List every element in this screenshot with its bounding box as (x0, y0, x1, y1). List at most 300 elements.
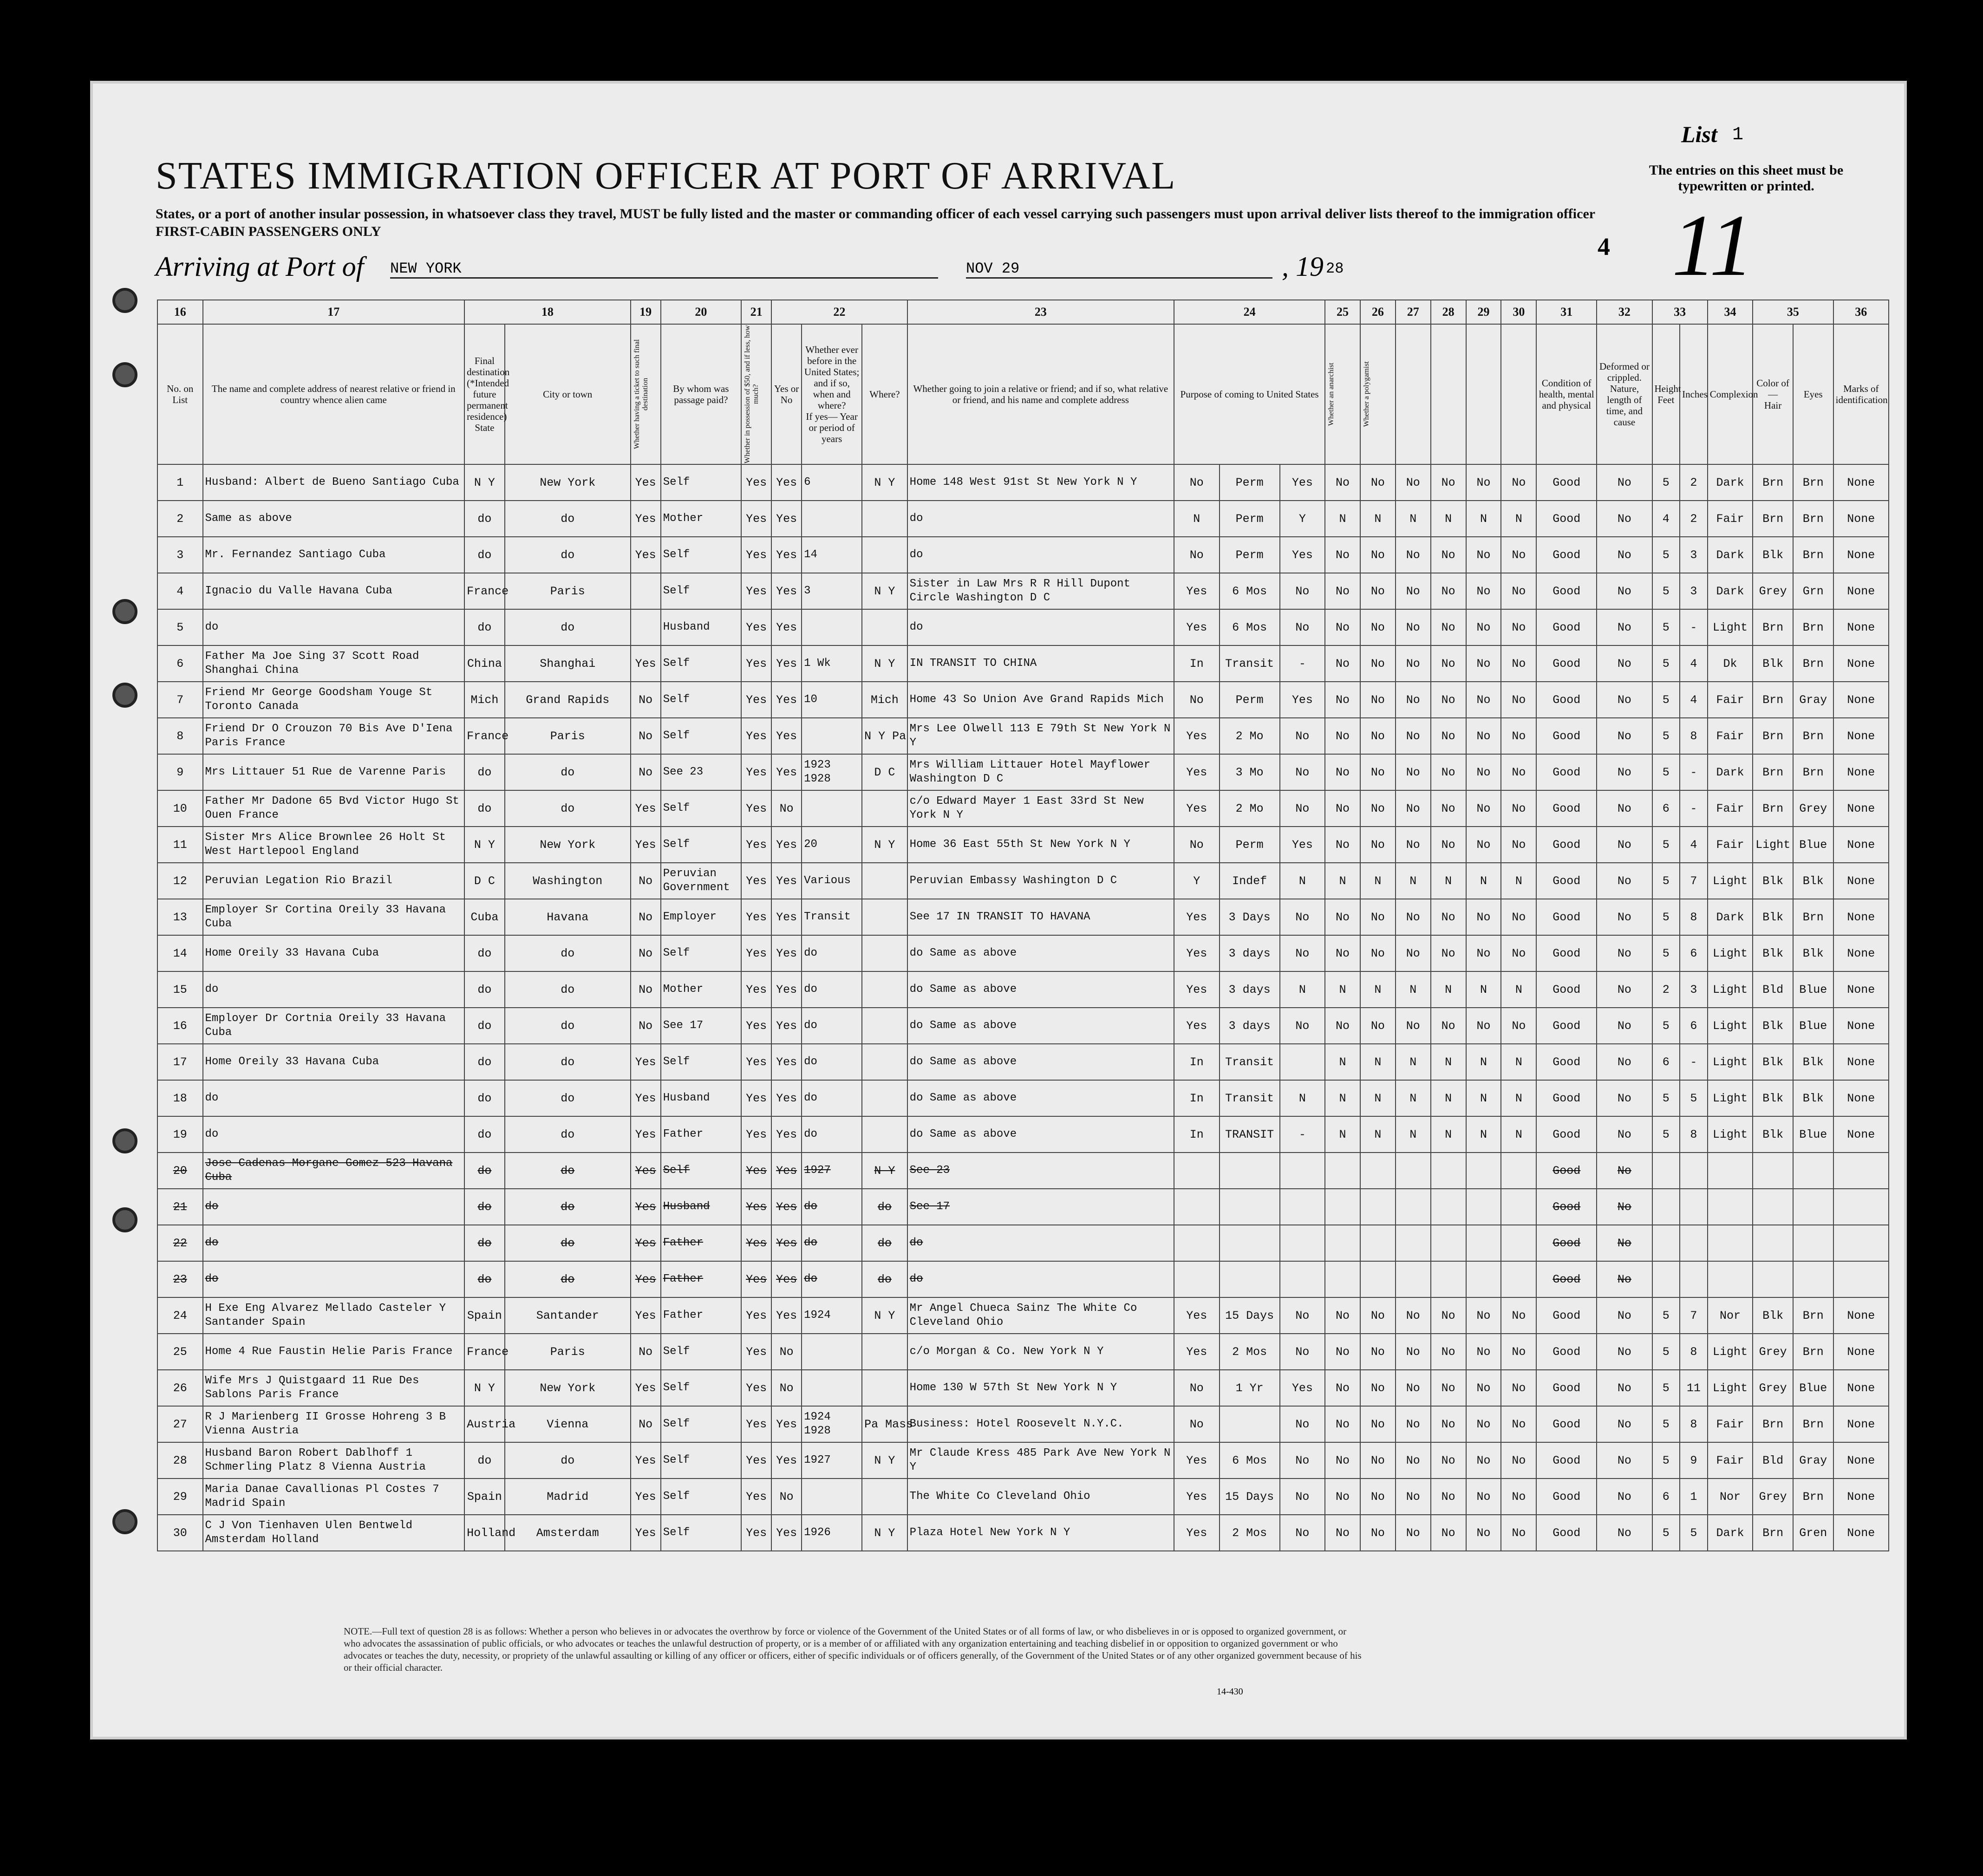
cell-q5: No (1466, 537, 1501, 573)
cell-q3: N (1396, 863, 1431, 899)
cell-health: Good (1536, 1008, 1597, 1044)
cell-where (862, 1370, 907, 1406)
cell-fifty: Yes (741, 464, 771, 501)
cell-marks: None (1833, 790, 1889, 827)
cell-q1: No (1325, 1008, 1360, 1044)
cell-state: China (464, 645, 505, 682)
cell-state: France (464, 1334, 505, 1370)
cell-join: c/o Edward Mayer 1 East 33rd St New York N Y (907, 790, 1174, 827)
table-row (157, 682, 1889, 718)
cell-q2 (1360, 1225, 1396, 1261)
cell-deformed: No (1597, 1080, 1652, 1116)
cell-p2: 15 Days (1220, 1479, 1280, 1515)
cell-city: Madrid (505, 1479, 631, 1515)
cell-health: Good (1536, 1044, 1597, 1080)
cell-ft: 5 (1652, 827, 1680, 863)
cell-p3 (1280, 1153, 1325, 1189)
cell-p1: No (1174, 537, 1220, 573)
cell-before: Yes (771, 1116, 802, 1153)
cell-ft: 5 (1652, 1116, 1680, 1153)
cell-health: Good (1536, 899, 1597, 935)
column-number: 25 (1325, 300, 1360, 324)
cell-complexion: Light (1708, 935, 1753, 971)
cell-p1 (1174, 1261, 1220, 1297)
cell-q4: N (1431, 501, 1466, 537)
cell-q2: No (1360, 537, 1396, 573)
cell-where: do (862, 1225, 907, 1261)
cell-complexion: Dark (1708, 899, 1753, 935)
cell-q1: No (1325, 1297, 1360, 1334)
cell-marks: None (1833, 1406, 1889, 1442)
cell-ticket: Yes (631, 537, 661, 573)
column-number: 36 (1833, 300, 1889, 324)
cell-q1: No (1325, 935, 1360, 971)
cell-p1: No (1174, 827, 1220, 863)
binder-hole-icon (112, 599, 137, 624)
cell-state: do (464, 1116, 505, 1153)
cell-ticket: No (631, 899, 661, 935)
cell-before: Yes (771, 609, 802, 645)
cell-health: Good (1536, 645, 1597, 682)
cell-ft: 6 (1652, 1044, 1680, 1080)
cell-where: N Y (862, 573, 907, 609)
cell-health: Good (1536, 827, 1597, 863)
cell-q6: No (1501, 790, 1536, 827)
cell-p2: Transit (1220, 1044, 1280, 1080)
cell-p1: Yes (1174, 609, 1220, 645)
cell-eyes: Brn (1793, 1334, 1833, 1370)
cell-join: c/o Morgan & Co. New York N Y (907, 1334, 1174, 1370)
table-row (157, 1479, 1889, 1515)
cell-city: Vienna (505, 1406, 631, 1442)
cell-state: do (464, 754, 505, 790)
subtitle-class: FIRST-CABIN PASSENGERS ONLY (156, 224, 381, 239)
cell-ft: 4 (1652, 501, 1680, 537)
cell-eyes: Grey (1793, 790, 1833, 827)
cell-q4: No (1431, 609, 1466, 645)
cell-hair (1753, 1189, 1793, 1225)
cell-deformed: No (1597, 1370, 1652, 1406)
cell-q4: No (1431, 790, 1466, 827)
cell-before: Yes (771, 1008, 802, 1044)
cell-hair (1753, 1153, 1793, 1189)
cell-relative: Sister Mrs Alice Brownlee 26 Holt St West Hartlepool England (203, 827, 465, 863)
cell-paid: Self (661, 718, 741, 754)
cell-hair: Blk (1753, 645, 1793, 682)
cell-ft: 5 (1652, 1008, 1680, 1044)
cell-p3 (1280, 1225, 1325, 1261)
cell-join: Home 36 East 55th St New York N Y (907, 827, 1174, 863)
cell-before: Yes (771, 537, 802, 573)
cell-relative: Friend Dr O Crouzon 70 Bis Ave D'Iena Paris France (203, 718, 465, 754)
cell-q6: No (1501, 1515, 1536, 1551)
column-number: 17 (203, 300, 465, 324)
header-hair (1753, 324, 1793, 464)
cell-ft: 5 (1652, 1080, 1680, 1116)
list-label: List (1681, 121, 1717, 147)
header-complexion: Complexion (1708, 324, 1753, 464)
cell-ticket: No (631, 718, 661, 754)
cell-q5: N (1466, 971, 1501, 1008)
cell-eyes: Brn (1793, 645, 1833, 682)
cell-year: do (802, 1080, 862, 1116)
cell-q3: No (1396, 1479, 1431, 1515)
cell-relative: do (203, 609, 465, 645)
cell-hair: Brn (1753, 609, 1793, 645)
cell-p2: 2 Mos (1220, 1334, 1280, 1370)
cell-q6: No (1501, 754, 1536, 790)
year-suffix: 28 (1326, 260, 1344, 277)
cell-p3: No (1280, 609, 1325, 645)
cell-deformed: No (1597, 1406, 1652, 1442)
cell-paid: Husband (661, 609, 741, 645)
cell-q3: No (1396, 827, 1431, 863)
cell-ft: 5 (1652, 645, 1680, 682)
cell-deformed: No (1597, 1008, 1652, 1044)
cell-marks (1833, 1189, 1889, 1225)
table-row (157, 790, 1889, 827)
cell-p3: No (1280, 790, 1325, 827)
cell-city: Paris (505, 573, 631, 609)
cell-fifty: Yes (741, 863, 771, 899)
cell-relative: H Exe Eng Alvarez Mellado Casteler Y Santander Spain (203, 1297, 465, 1334)
cell-q6: No (1501, 1297, 1536, 1334)
cell-eyes: Brn (1793, 754, 1833, 790)
cell-no: 26 (157, 1370, 203, 1406)
cell-hair (1753, 1261, 1793, 1297)
cell-no: 15 (157, 971, 203, 1008)
cell-fifty: Yes (741, 1370, 771, 1406)
cell-fifty: Yes (741, 1116, 771, 1153)
table-row (157, 899, 1889, 935)
cell-year: do (802, 1008, 862, 1044)
cell-q1: No (1325, 1479, 1360, 1515)
cell-before: Yes (771, 718, 802, 754)
cell-ticket: No (631, 863, 661, 899)
cell-health: Good (1536, 790, 1597, 827)
cell-where: D C (862, 754, 907, 790)
cell-q4 (1431, 1261, 1466, 1297)
cell-join: Business: Hotel Roosevelt N.Y.C. (907, 1406, 1174, 1442)
cell-ft: 5 (1652, 863, 1680, 899)
cell-p1: Yes (1174, 1334, 1220, 1370)
cell-fifty: Yes (741, 1008, 771, 1044)
cell-complexion (1708, 1153, 1753, 1189)
cell-join: See 17 (907, 1189, 1174, 1225)
cell-relative: Employer Dr Cortnia Oreily 33 Havana Cuba (203, 1008, 465, 1044)
header-marks: Marks of identification (1833, 324, 1889, 464)
cell-join: See 23 (907, 1153, 1174, 1189)
cell-in: 8 (1680, 1116, 1708, 1153)
cell-ft: 5 (1652, 464, 1680, 501)
table-row (157, 1080, 1889, 1116)
cell-ft: 5 (1652, 754, 1680, 790)
cell-relative: C J Von Tienhaven Ulen Bentweld Amsterdam Holland (203, 1515, 465, 1551)
cell-city: do (505, 1153, 631, 1189)
header-anarchist (1325, 324, 1360, 464)
cell-q2: No (1360, 1515, 1396, 1551)
cell-fifty: Yes (741, 718, 771, 754)
cell-p3: Y (1280, 501, 1325, 537)
header-q27 (1396, 324, 1431, 464)
cell-p1: Yes (1174, 790, 1220, 827)
cell-year: 1923 1928 (802, 754, 862, 790)
cell-q2: No (1360, 1442, 1396, 1479)
column-number: 21 (741, 300, 771, 324)
cell-q2: No (1360, 573, 1396, 609)
cell-deformed: No (1597, 1334, 1652, 1370)
cell-state: Spain (464, 1479, 505, 1515)
cell-q3: No (1396, 1334, 1431, 1370)
cell-p3: N (1280, 1080, 1325, 1116)
cell-q1: No (1325, 682, 1360, 718)
cell-where (862, 899, 907, 935)
cell-join: Mr Claude Kress 485 Park Ave New York N Y (907, 1442, 1174, 1479)
cell-p2 (1220, 1153, 1280, 1189)
table-row (157, 501, 1889, 537)
cell-p3: - (1280, 1116, 1325, 1153)
cell-p3: Yes (1280, 827, 1325, 863)
cell-year (802, 1479, 862, 1515)
cell-q3: No (1396, 645, 1431, 682)
cell-deformed: No (1597, 1479, 1652, 1515)
cell-eyes: Grn (1793, 573, 1833, 609)
cell-q3: No (1396, 1370, 1431, 1406)
cell-where (862, 971, 907, 1008)
cell-join: Mrs William Littauer Hotel Mayflower Washington D C (907, 754, 1174, 790)
binder-hole-icon (112, 1128, 137, 1153)
cell-in: 6 (1680, 935, 1708, 971)
cell-city: New York (505, 464, 631, 501)
cell-q4 (1431, 1189, 1466, 1225)
cell-eyes: Brn (1793, 537, 1833, 573)
cell-health: Good (1536, 573, 1597, 609)
cell-health: Good (1536, 1297, 1597, 1334)
table-row (157, 718, 1889, 754)
cell-q4: No (1431, 827, 1466, 863)
cell-no: 24 (157, 1297, 203, 1334)
cell-no: 18 (157, 1080, 203, 1116)
cell-q2: No (1360, 827, 1396, 863)
cell-complexion: Light (1708, 1334, 1753, 1370)
cell-state: do (464, 1008, 505, 1044)
cell-q6: No (1501, 718, 1536, 754)
cell-q2: No (1360, 1297, 1396, 1334)
cell-ft: 5 (1652, 718, 1680, 754)
cell-q6: No (1501, 1406, 1536, 1442)
cell-q3: No (1396, 754, 1431, 790)
cell-ticket: Yes (631, 827, 661, 863)
cell-q5 (1466, 1261, 1501, 1297)
cell-no: 17 (157, 1044, 203, 1080)
cell-ticket: Yes (631, 1515, 661, 1551)
cell-fifty: Yes (741, 501, 771, 537)
cell-fifty: Yes (741, 1515, 771, 1551)
cell-p1: Yes (1174, 935, 1220, 971)
cell-join: do Same as above (907, 971, 1174, 1008)
cell-city: New York (505, 827, 631, 863)
cell-relative: Ignacio du Valle Havana Cuba (203, 573, 465, 609)
cell-join: do (907, 537, 1174, 573)
cell-q4: No (1431, 645, 1466, 682)
table-row (157, 1225, 1889, 1261)
cell-q1: No (1325, 645, 1360, 682)
cell-q6: N (1501, 1044, 1536, 1080)
cell-p1: Yes (1174, 1479, 1220, 1515)
cell-eyes: Gren (1793, 1515, 1833, 1551)
cell-ticket: No (631, 682, 661, 718)
header-paid-by: By whom was passage paid? (661, 324, 741, 464)
cell-p3 (1280, 1044, 1325, 1080)
cell-before: Yes (771, 899, 802, 935)
cell-city: New York (505, 1370, 631, 1406)
cell-hair: Blk (1753, 1008, 1793, 1044)
cell-complexion: Light (1708, 1370, 1753, 1406)
cell-paid: Self (661, 1479, 741, 1515)
header-polygamist-text: Whether a polygamist (1362, 361, 1370, 427)
cell-q3: No (1396, 1442, 1431, 1479)
cell-ft: 5 (1652, 1334, 1680, 1370)
cell-before: Yes (771, 1261, 802, 1297)
cell-eyes: Blk (1793, 1080, 1833, 1116)
cell-eyes (1793, 1189, 1833, 1225)
cell-complexion: Light (1708, 863, 1753, 899)
cell-marks: None (1833, 899, 1889, 935)
cell-q1: N (1325, 863, 1360, 899)
table-row (157, 1442, 1889, 1479)
cell-in (1680, 1153, 1708, 1189)
cell-p2: Perm (1220, 682, 1280, 718)
cell-p2: 6 Mos (1220, 609, 1280, 645)
cell-p3: Yes (1280, 1370, 1325, 1406)
handwritten-mark: 11 (1672, 197, 1754, 294)
cell-p2: TRANSIT (1220, 1116, 1280, 1153)
cell-q5: No (1466, 754, 1501, 790)
cell-year: 20 (802, 827, 862, 863)
cell-q5: No (1466, 1008, 1501, 1044)
cell-q5: No (1466, 1334, 1501, 1370)
cell-marks: None (1833, 863, 1889, 899)
cell-city: Washington (505, 863, 631, 899)
cell-q4: No (1431, 1479, 1466, 1515)
table-row (157, 573, 1889, 609)
cell-join: Mrs Lee Olwell 113 E 79th St New York N Y (907, 718, 1174, 754)
cell-city: Santander (505, 1297, 631, 1334)
cell-no: 7 (157, 682, 203, 718)
cell-q4: N (1431, 971, 1466, 1008)
port-field: NEW YORK (390, 260, 938, 279)
cell-health: Good (1536, 1189, 1597, 1225)
cell-marks: None (1833, 464, 1889, 501)
cell-hair: Blk (1753, 1080, 1793, 1116)
cell-p1: Yes (1174, 718, 1220, 754)
cell-city: do (505, 1189, 631, 1225)
cell-relative: do (203, 1189, 465, 1225)
cell-fifty: Yes (741, 827, 771, 863)
cell-p2: 3 days (1220, 971, 1280, 1008)
cell-in: 8 (1680, 1334, 1708, 1370)
cell-q2: N (1360, 1116, 1396, 1153)
cell-p3: No (1280, 899, 1325, 935)
cell-q6: N (1501, 1080, 1536, 1116)
cell-state: Mich (464, 682, 505, 718)
cell-eyes: Blue (1793, 827, 1833, 863)
cell-relative: Home 4 Rue Faustin Helie Paris France (203, 1334, 465, 1370)
cell-q3: No (1396, 1297, 1431, 1334)
cell-health: Good (1536, 464, 1597, 501)
cell-q2: No (1360, 645, 1396, 682)
cell-q4: No (1431, 1406, 1466, 1442)
cell-q6: No (1501, 537, 1536, 573)
cell-q2: No (1360, 754, 1396, 790)
column-number: 30 (1501, 300, 1536, 324)
cell-state: France (464, 573, 505, 609)
cell-where (862, 1080, 907, 1116)
column-number: 20 (661, 300, 741, 324)
cell-marks: None (1833, 971, 1889, 1008)
cell-ticket: Yes (631, 1189, 661, 1225)
cell-q6: No (1501, 1008, 1536, 1044)
cell-deformed: No (1597, 1116, 1652, 1153)
cell-health: Good (1536, 1334, 1597, 1370)
cell-q5: N (1466, 1116, 1501, 1153)
cell-q2: N (1360, 863, 1396, 899)
header-color: Color of— (1756, 378, 1789, 400)
cell-p3: No (1280, 1008, 1325, 1044)
cell-join: do Same as above (907, 1116, 1174, 1153)
column-number: 24 (1174, 300, 1325, 324)
column-number-row (157, 300, 1889, 324)
cell-q3: N (1396, 1044, 1431, 1080)
cell-p3: No (1280, 1334, 1325, 1370)
cell-fifty: Yes (741, 1044, 771, 1080)
cell-q5: No (1466, 935, 1501, 971)
cell-q3: No (1396, 464, 1431, 501)
cell-relative: Employer Sr Cortina Oreily 33 Havana Cuba (203, 899, 465, 935)
cell-fifty: Yes (741, 790, 771, 827)
cell-before: Yes (771, 827, 802, 863)
cell-p2 (1220, 1189, 1280, 1225)
cell-q5: No (1466, 1479, 1501, 1515)
column-number: 16 (157, 300, 203, 324)
cell-where (862, 501, 907, 537)
cell-before: Yes (771, 1297, 802, 1334)
cell-no: 11 (157, 827, 203, 863)
cell-ft: 5 (1652, 682, 1680, 718)
cell-before: Yes (771, 754, 802, 790)
cell-p3: No (1280, 718, 1325, 754)
cell-ft (1652, 1189, 1680, 1225)
cell-marks: None (1833, 1008, 1889, 1044)
cell-hair: Brn (1753, 718, 1793, 754)
cell-deformed: No (1597, 827, 1652, 863)
cell-fifty: Yes (741, 1080, 771, 1116)
cell-deformed: No (1597, 1044, 1652, 1080)
cell-eyes: Brn (1793, 501, 1833, 537)
cell-relative: do (203, 1225, 465, 1261)
cell-ft: 5 (1652, 1442, 1680, 1479)
cell-eyes (1793, 1225, 1833, 1261)
cell-health: Good (1536, 1080, 1597, 1116)
cell-q5: No (1466, 645, 1501, 682)
cell-ft: 6 (1652, 1479, 1680, 1515)
cell-q3: No (1396, 573, 1431, 609)
cell-ft (1652, 1261, 1680, 1297)
cell-ft: 5 (1652, 1515, 1680, 1551)
cell-complexion: Light (1708, 609, 1753, 645)
cell-q5: N (1466, 1080, 1501, 1116)
cell-eyes: Brn (1793, 464, 1833, 501)
